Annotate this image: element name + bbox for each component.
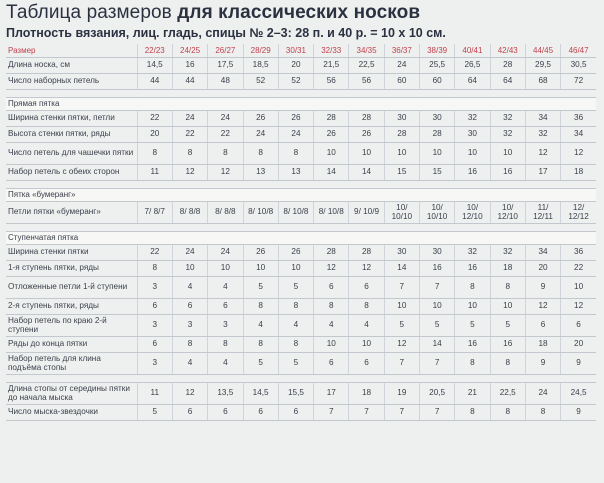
table-cell: 10 xyxy=(349,142,384,164)
table-cell: 15 xyxy=(419,164,454,180)
table-cell: 9 xyxy=(525,352,560,374)
table-cell: 12 xyxy=(349,260,384,276)
table-row xyxy=(6,404,596,420)
table-cell: 14,5 xyxy=(137,57,172,73)
table-cell: 15,5 xyxy=(278,382,313,404)
table-cell: 26 xyxy=(243,110,278,126)
row-label: Отложенные петли 1-й ступени xyxy=(6,276,137,298)
table-cell: 10 xyxy=(455,298,490,314)
table-cell: 10 xyxy=(314,336,349,352)
size-header-cell: 24/25 xyxy=(172,44,207,57)
table-cell: 28 xyxy=(419,126,454,142)
table-cell: 25,5 xyxy=(419,57,454,73)
size-header-cell: 44/45 xyxy=(525,44,560,57)
table-cell: 7 xyxy=(419,276,454,298)
table-cell: 10 xyxy=(384,298,419,314)
size-header-cell: 28/29 xyxy=(243,44,278,57)
table-cell: 26,5 xyxy=(455,57,490,73)
title-bold: для классических носков xyxy=(177,2,421,23)
table-row xyxy=(6,73,596,89)
table-cell: 4 xyxy=(208,276,243,298)
table-cell: 16 xyxy=(455,164,490,180)
table-cell: 10 xyxy=(278,260,313,276)
table-cell: 7 xyxy=(314,404,349,420)
table-cell: 5 xyxy=(278,276,313,298)
table-cell: 16 xyxy=(419,260,454,276)
table-cell: 8 xyxy=(243,336,278,352)
title-prefix: Таблица размеров xyxy=(6,2,172,23)
table-cell: 5 xyxy=(278,352,313,374)
table-cell: 12 xyxy=(561,298,596,314)
row-label: Число наборных петель xyxy=(6,73,137,89)
table-cell: 48 xyxy=(208,73,243,89)
table-cell: 8 xyxy=(208,142,243,164)
table-cell: 18,5 xyxy=(243,57,278,73)
table-cell: 6 xyxy=(172,404,207,420)
table-section-row xyxy=(6,97,596,110)
table-row xyxy=(6,352,596,374)
table-cell: 5 xyxy=(419,314,454,336)
table-cell: 22 xyxy=(137,244,172,260)
table-gap-row xyxy=(6,89,596,97)
size-header-row xyxy=(6,44,596,57)
table-cell: 34 xyxy=(525,110,560,126)
table-cell: 6 xyxy=(172,298,207,314)
table-cell: 9 xyxy=(561,404,596,420)
table-cell: 10 xyxy=(490,298,525,314)
table-cell: 4 xyxy=(172,276,207,298)
table-cell: 10 xyxy=(349,336,384,352)
table-cell: 28 xyxy=(349,110,384,126)
table-cell: 32 xyxy=(455,244,490,260)
table-cell: 16 xyxy=(172,57,207,73)
table-cell: 32 xyxy=(490,110,525,126)
table-cell: 44 xyxy=(172,73,207,89)
table-cell: 26 xyxy=(278,110,313,126)
table-cell: 12/ 12/12 xyxy=(561,201,596,223)
table-cell: 26 xyxy=(349,126,384,142)
gap-cell xyxy=(6,180,596,188)
table-cell: 30 xyxy=(455,126,490,142)
table-cell: 12 xyxy=(172,382,207,404)
table-cell: 5 xyxy=(137,404,172,420)
table-cell: 7 xyxy=(384,352,419,374)
table-cell: 10/ 10/10 xyxy=(419,201,454,223)
table-row xyxy=(6,164,596,180)
row-label: Набор петель по краю 2-й ступени xyxy=(6,314,137,336)
table-cell: 12 xyxy=(525,142,560,164)
table-cell: 14 xyxy=(349,164,384,180)
table-cell: 20 xyxy=(278,57,313,73)
table-cell: 8/ 10/8 xyxy=(243,201,278,223)
row-label: 2-я ступень пятки, ряды xyxy=(6,298,137,314)
size-header-cell: 26/27 xyxy=(208,44,243,57)
table-cell: 8 xyxy=(137,142,172,164)
table-cell: 10 xyxy=(561,276,596,298)
table-cell: 8/ 8/8 xyxy=(172,201,207,223)
table-cell: 6 xyxy=(314,352,349,374)
table-cell: 22 xyxy=(172,126,207,142)
table-cell: 8 xyxy=(172,142,207,164)
table-cell: 22 xyxy=(208,126,243,142)
table-cell: 24 xyxy=(172,244,207,260)
table-cell: 56 xyxy=(349,73,384,89)
table-cell: 8 xyxy=(455,352,490,374)
size-header-cell: 38/39 xyxy=(419,44,454,57)
gap-cell xyxy=(6,223,596,231)
table-cell: 8 xyxy=(455,276,490,298)
table-cell: 8 xyxy=(525,404,560,420)
table-cell: 22,5 xyxy=(490,382,525,404)
table-cell: 6 xyxy=(208,298,243,314)
table-cell: 20 xyxy=(561,336,596,352)
table-cell: 24 xyxy=(278,126,313,142)
table-cell: 64 xyxy=(490,73,525,89)
table-cell: 12 xyxy=(208,164,243,180)
table-cell: 8/ 10/8 xyxy=(278,201,313,223)
table-cell: 20,5 xyxy=(419,382,454,404)
table-cell: 72 xyxy=(561,73,596,89)
table-cell: 20 xyxy=(137,126,172,142)
table-cell: 18 xyxy=(490,260,525,276)
table-cell: 12 xyxy=(172,164,207,180)
table-cell: 10 xyxy=(490,142,525,164)
row-label: Петли пятки «бумеранг» xyxy=(6,201,137,223)
table-cell: 28 xyxy=(349,244,384,260)
table-cell: 16 xyxy=(455,336,490,352)
size-header-cell: 30/31 xyxy=(278,44,313,57)
table-row xyxy=(6,142,596,164)
table-cell: 16 xyxy=(490,164,525,180)
row-label: Число мыска-звездочки xyxy=(6,404,137,420)
table-cell: 6 xyxy=(349,276,384,298)
table-cell: 52 xyxy=(278,73,313,89)
row-label: Ширина стенки пятки xyxy=(6,244,137,260)
table-cell: 18 xyxy=(561,164,596,180)
table-cell: 12 xyxy=(314,260,349,276)
table-cell: 56 xyxy=(314,73,349,89)
table-cell: 28 xyxy=(314,244,349,260)
section-title: Пятка «бумеранг» xyxy=(6,188,596,201)
table-cell: 32 xyxy=(455,110,490,126)
table-cell: 22,5 xyxy=(349,57,384,73)
table-cell: 10/ 10/10 xyxy=(384,201,419,223)
table-cell: 52 xyxy=(243,73,278,89)
table-cell: 5 xyxy=(384,314,419,336)
table-cell: 8 xyxy=(278,336,313,352)
table-cell: 20 xyxy=(525,260,560,276)
table-cell: 14 xyxy=(314,164,349,180)
size-table xyxy=(6,44,596,421)
table-row xyxy=(6,382,596,404)
table-cell: 11 xyxy=(137,164,172,180)
table-cell: 32 xyxy=(490,244,525,260)
table-cell: 10/ 12/10 xyxy=(455,201,490,223)
table-cell: 7 xyxy=(419,404,454,420)
table-cell: 7 xyxy=(349,404,384,420)
table-cell: 29,5 xyxy=(525,57,560,73)
table-cell: 8 xyxy=(490,352,525,374)
table-cell: 3 xyxy=(137,276,172,298)
table-cell: 24 xyxy=(208,110,243,126)
table-cell: 4 xyxy=(172,352,207,374)
table-cell: 10 xyxy=(314,142,349,164)
table-cell: 5 xyxy=(243,352,278,374)
table-cell: 26 xyxy=(314,126,349,142)
table-cell: 8 xyxy=(455,404,490,420)
table-cell: 24 xyxy=(525,382,560,404)
table-cell: 8/ 10/8 xyxy=(314,201,349,223)
table-row xyxy=(6,260,596,276)
table-cell: 28 xyxy=(384,126,419,142)
table-row xyxy=(6,201,596,223)
table-cell: 5 xyxy=(455,314,490,336)
table-cell: 4 xyxy=(243,314,278,336)
table-cell: 30 xyxy=(419,110,454,126)
table-cell: 6 xyxy=(137,336,172,352)
table-cell: 8 xyxy=(278,142,313,164)
table-gap-row xyxy=(6,180,596,188)
table-cell: 8 xyxy=(490,276,525,298)
table-row xyxy=(6,298,596,314)
size-header-cell: 46/47 xyxy=(561,44,596,57)
size-header-cell: 34/35 xyxy=(349,44,384,57)
table-cell: 5 xyxy=(243,276,278,298)
table-cell: 10 xyxy=(172,260,207,276)
table-cell: 5 xyxy=(490,314,525,336)
table-section-row xyxy=(6,231,596,244)
table-cell: 15 xyxy=(384,164,419,180)
table-cell: 17 xyxy=(525,164,560,180)
table-cell: 22 xyxy=(137,110,172,126)
table-cell: 12 xyxy=(525,298,560,314)
gap-cell xyxy=(6,89,596,97)
page-title xyxy=(6,2,420,24)
table-cell: 4 xyxy=(349,314,384,336)
table-cell: 14 xyxy=(419,336,454,352)
table-cell: 36 xyxy=(561,244,596,260)
table-row xyxy=(6,336,596,352)
table-row xyxy=(6,57,596,73)
table-cell: 44 xyxy=(137,73,172,89)
table-cell: 11 xyxy=(137,382,172,404)
table-cell: 24 xyxy=(384,57,419,73)
row-label: Число петель для чашечки пятки xyxy=(6,142,137,164)
table-cell: 8/ 8/8 xyxy=(208,201,243,223)
table-row xyxy=(6,314,596,336)
table-cell: 10 xyxy=(208,260,243,276)
table-cell: 12 xyxy=(384,336,419,352)
table-gap-row xyxy=(6,374,596,382)
table-cell: 32 xyxy=(490,126,525,142)
table-cell: 34 xyxy=(525,244,560,260)
table-cell: 6 xyxy=(243,404,278,420)
table-cell: 11/ 12/11 xyxy=(525,201,560,223)
size-header-cell: 22/23 xyxy=(137,44,172,57)
table-cell: 24 xyxy=(243,126,278,142)
table-cell: 26 xyxy=(278,244,313,260)
row-label: Высота стенки пятки, ряды xyxy=(6,126,137,142)
table-cell: 9 xyxy=(561,352,596,374)
table-cell: 10 xyxy=(455,142,490,164)
table-cell: 3 xyxy=(137,352,172,374)
table-cell: 8 xyxy=(208,336,243,352)
table-cell: 32 xyxy=(525,126,560,142)
table-row xyxy=(6,276,596,298)
table-cell: 7/ 8/7 xyxy=(137,201,172,223)
row-label: Ряды до конца пятки xyxy=(6,336,137,352)
size-header-cell: 36/37 xyxy=(384,44,419,57)
table-cell: 26 xyxy=(243,244,278,260)
table-cell: 6 xyxy=(137,298,172,314)
row-label: 1-я ступень пятки, ряды xyxy=(6,260,137,276)
table-cell: 21 xyxy=(455,382,490,404)
table-cell: 8 xyxy=(137,260,172,276)
table-cell: 10 xyxy=(384,142,419,164)
table-cell: 8 xyxy=(314,298,349,314)
gap-cell xyxy=(6,374,596,382)
table-cell: 4 xyxy=(208,352,243,374)
table-cell: 3 xyxy=(137,314,172,336)
table-cell: 21,5 xyxy=(314,57,349,73)
table-cell: 6 xyxy=(208,404,243,420)
table-cell: 13,5 xyxy=(208,382,243,404)
table-cell: 6 xyxy=(525,314,560,336)
table-cell: 6 xyxy=(278,404,313,420)
table-cell: 36 xyxy=(561,110,596,126)
table-cell: 8 xyxy=(243,142,278,164)
table-cell: 30 xyxy=(384,110,419,126)
table-cell: 18 xyxy=(525,336,560,352)
table-cell: 60 xyxy=(419,73,454,89)
row-label: Длина носка, см xyxy=(6,57,137,73)
table-cell: 17 xyxy=(314,382,349,404)
table-cell: 24,5 xyxy=(561,382,596,404)
table-cell: 7 xyxy=(419,352,454,374)
table-cell: 64 xyxy=(455,73,490,89)
table-cell: 3 xyxy=(172,314,207,336)
table-cell: 4 xyxy=(314,314,349,336)
table-cell: 68 xyxy=(525,73,560,89)
table-cell: 24 xyxy=(172,110,207,126)
table-cell: 30 xyxy=(384,244,419,260)
table-cell: 34 xyxy=(561,126,596,142)
row-label: Ширина стенки пятки, петли xyxy=(6,110,137,126)
table-cell: 28 xyxy=(314,110,349,126)
table-cell: 30,5 xyxy=(561,57,596,73)
table-cell: 60 xyxy=(384,73,419,89)
table-row xyxy=(6,244,596,260)
table-cell: 9/ 10/9 xyxy=(349,201,384,223)
table-cell: 12 xyxy=(561,142,596,164)
section-title: Ступенчатая пятка xyxy=(6,231,596,244)
table-cell: 24 xyxy=(208,244,243,260)
table-cell: 17,5 xyxy=(208,57,243,73)
table-cell: 6 xyxy=(314,276,349,298)
table-cell: 10/ 12/10 xyxy=(490,201,525,223)
size-header-cell: 40/41 xyxy=(455,44,490,57)
size-header-cell: 42/43 xyxy=(490,44,525,57)
table-cell: 18 xyxy=(349,382,384,404)
table-cell: 14,5 xyxy=(243,382,278,404)
row-label: Набор петель для клина подъёма стопы xyxy=(6,352,137,374)
table-cell: 7 xyxy=(384,404,419,420)
table-cell: 8 xyxy=(172,336,207,352)
table-cell: 7 xyxy=(384,276,419,298)
table-cell: 30 xyxy=(419,244,454,260)
table-cell: 13 xyxy=(278,164,313,180)
row-label: Длина стопы от середины пятки до начала мыска xyxy=(6,382,137,404)
table-cell: 3 xyxy=(208,314,243,336)
table-cell: 16 xyxy=(455,260,490,276)
table-gap-row xyxy=(6,223,596,231)
table-cell: 8 xyxy=(490,404,525,420)
table-cell: 6 xyxy=(349,352,384,374)
table-cell: 16 xyxy=(490,336,525,352)
table-cell: 22 xyxy=(561,260,596,276)
table-cell: 4 xyxy=(278,314,313,336)
table-cell: 6 xyxy=(561,314,596,336)
table-cell: 28 xyxy=(490,57,525,73)
table-cell: 9 xyxy=(525,276,560,298)
table-cell: 10 xyxy=(419,298,454,314)
gauge-subtitle: Плотность вязания, лиц. гладь, спицы № 2–3: 28 п. и 40 р. = 10 х 10 см. xyxy=(6,26,446,40)
table-cell: 8 xyxy=(349,298,384,314)
row-label: Набор петель с обеих сторон xyxy=(6,164,137,180)
size-header-label: Размер xyxy=(6,44,137,57)
table-cell: 8 xyxy=(278,298,313,314)
table-cell: 19 xyxy=(384,382,419,404)
table-cell: 13 xyxy=(243,164,278,180)
table-row xyxy=(6,110,596,126)
table-cell: 8 xyxy=(243,298,278,314)
table-row xyxy=(6,126,596,142)
table-cell: 14 xyxy=(384,260,419,276)
table-cell: 10 xyxy=(243,260,278,276)
table-cell: 10 xyxy=(419,142,454,164)
table-section-row xyxy=(6,188,596,201)
size-header-cell: 32/33 xyxy=(314,44,349,57)
section-title: Прямая пятка xyxy=(6,97,596,110)
